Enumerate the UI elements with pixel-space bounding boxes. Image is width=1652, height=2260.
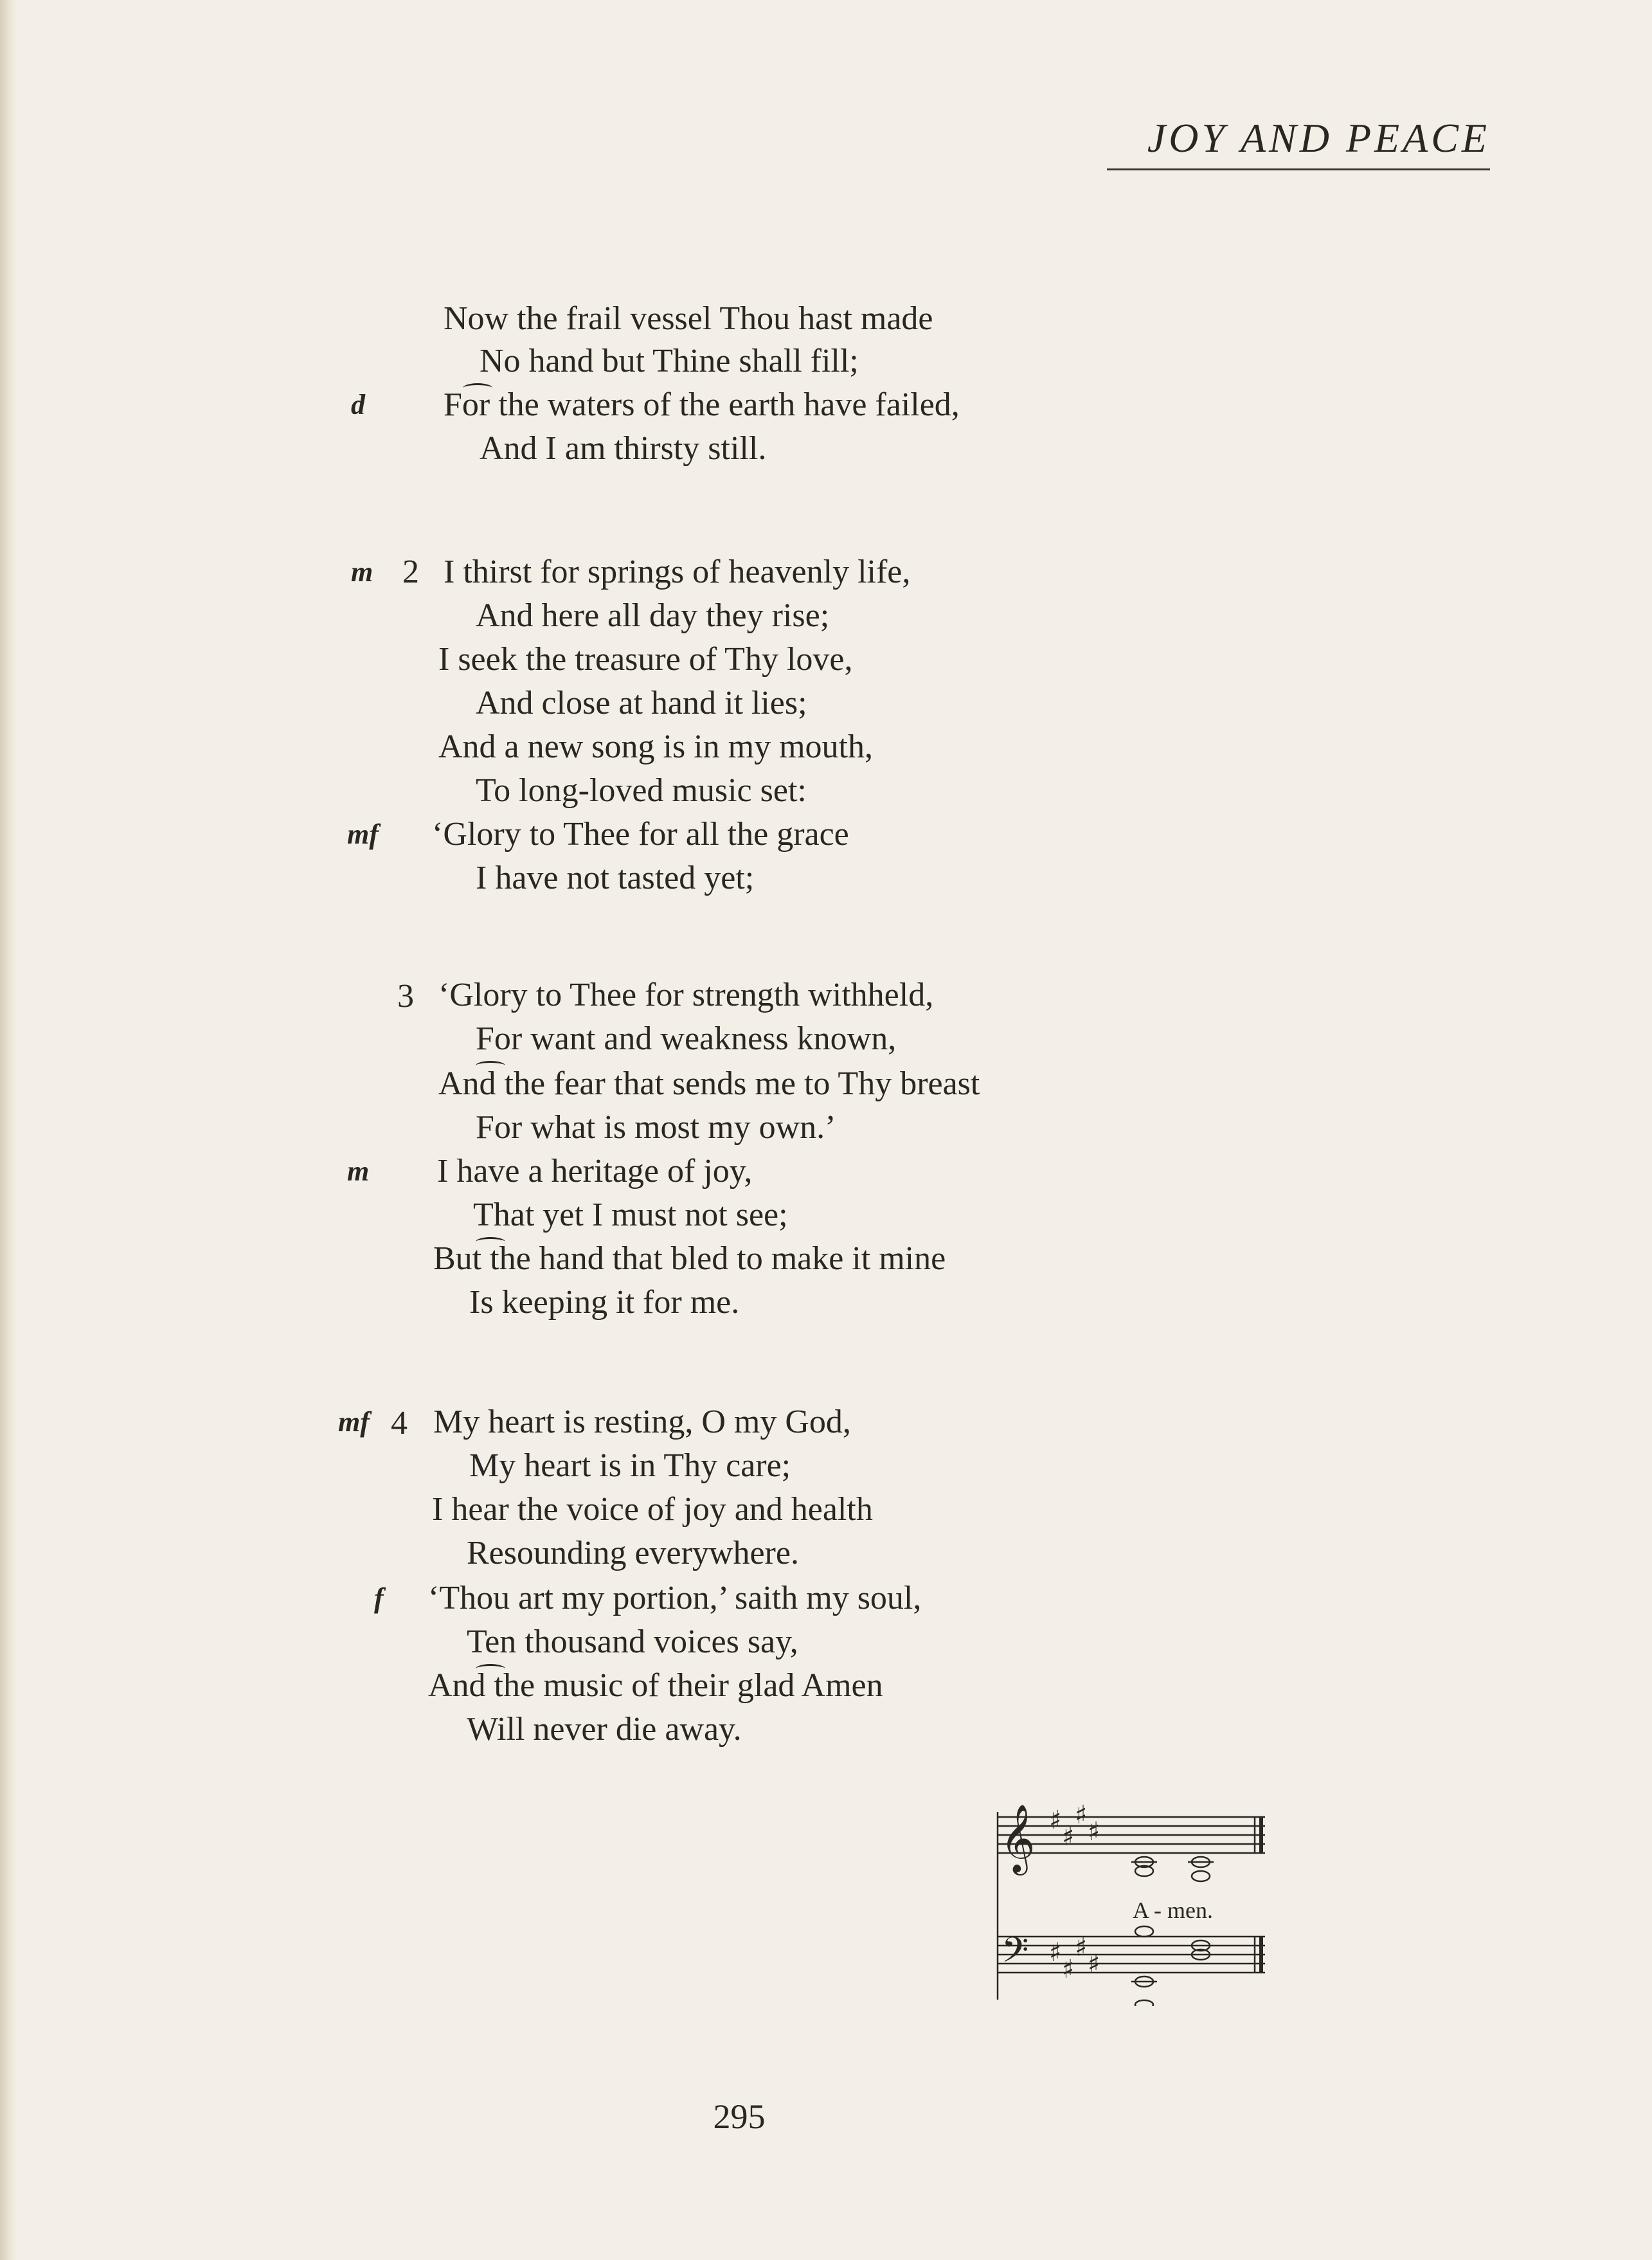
svg-text:♯: ♯ — [1049, 1805, 1062, 1835]
stanza-2-line-1: I thirst for springs of heavenly life, — [444, 554, 911, 590]
svg-text:♯: ♯ — [1088, 1817, 1100, 1847]
dynamic-mark-f: f — [374, 1582, 384, 1614]
header-rule — [1107, 168, 1490, 170]
book-binding-edge — [0, 0, 17, 2260]
page-number: 295 — [713, 2097, 766, 2136]
stanza-4-line-3: I hear the voice of joy and health — [432, 1491, 873, 1528]
stanza-2-line-8: I have not tasted yet; — [476, 860, 755, 896]
stanza-4-line-7: And the music of their glad Amen — [428, 1667, 883, 1704]
stanza-3-line-4: For what is most my own.’ — [476, 1109, 836, 1146]
stanza-4-line-1: My heart is resting, O my God, — [433, 1404, 851, 1440]
stanza-3-line-3: And the fear that sends me to Thy breast — [438, 1065, 980, 1102]
stanza-number: 4 — [391, 1405, 408, 1442]
svg-text:♯: ♯ — [1075, 1800, 1088, 1830]
dynamic-mark-d: d — [351, 389, 365, 420]
running-head: JOY AND PEACE — [1147, 115, 1490, 161]
stanza-1-line-4: And I am thirsty still. — [480, 430, 767, 467]
svg-text:♯: ♯ — [1062, 1822, 1075, 1852]
dynamic-mark-m: m — [351, 556, 373, 588]
stanza-2-line-3: I seek the treasure of Thy love, — [438, 641, 853, 678]
svg-text:♯: ♯ — [1049, 1938, 1062, 1967]
stanza-2-line-5: And a new song is in my mouth, — [438, 728, 873, 765]
stanza-4-line-5: ‘Thou art my portion,’ saith my soul, — [428, 1580, 922, 1616]
stanza-3-line-8: Is keeping it for me. — [469, 1284, 740, 1321]
stanza-2-line-7: ‘Glory to Thee for all the grace — [432, 816, 849, 853]
stanza-3-line-7: But the hand that bled to make it mine — [433, 1240, 946, 1277]
dynamic-mark-m: m — [347, 1155, 370, 1187]
dynamic-mark-mf: mf — [347, 818, 379, 850]
stanza-4-line-4: Resounding everywhere. — [467, 1535, 799, 1571]
stanza-1-line-1: Now the frail vessel Thou hast made — [444, 300, 933, 337]
stanza-4-line-8: Will never die away. — [467, 1711, 742, 1748]
svg-text:♯: ♯ — [1088, 1949, 1100, 1979]
stanza-1-line-3: For the waters of the earth have failed, — [444, 386, 960, 423]
stanza-3-line-2: For want and weakness known, — [476, 1020, 897, 1057]
stanza-2-line-2: And here all day they rise; — [476, 597, 830, 634]
dynamic-mark-mf: mf — [338, 1406, 370, 1438]
stanza-2-line-6: To long-loved music set: — [476, 772, 807, 809]
svg-text:♯: ♯ — [1075, 1933, 1088, 1962]
stanza-2-line-4: And close at hand it lies; — [476, 685, 807, 721]
stanza-1-line-2: No hand but Thine shall fill; — [480, 343, 859, 379]
stanza-number: 2 — [402, 554, 419, 590]
music-staff-graphic — [995, 1800, 1265, 2006]
svg-text:𝄞: 𝄞 — [1000, 1803, 1036, 1872]
amen-lyric: A - men. — [1133, 1897, 1213, 1923]
stanza-4-line-2: My heart is in Thy care; — [469, 1447, 791, 1484]
stanza-4-line-6: Ten thousand voices say, — [467, 1623, 798, 1660]
stanza-number: 3 — [397, 978, 414, 1015]
amen-music-notation — [995, 1800, 1265, 2006]
svg-text:♯: ♯ — [1062, 1955, 1075, 1984]
stanza-3-line-6: That yet I must not see; — [473, 1197, 788, 1233]
stanza-3-line-5: I have a heritage of joy, — [437, 1153, 753, 1189]
stanza-3-line-1: ‘Glory to Thee for strength withheld, — [438, 977, 934, 1013]
svg-text:𝄢: 𝄢 — [1001, 1930, 1029, 1979]
